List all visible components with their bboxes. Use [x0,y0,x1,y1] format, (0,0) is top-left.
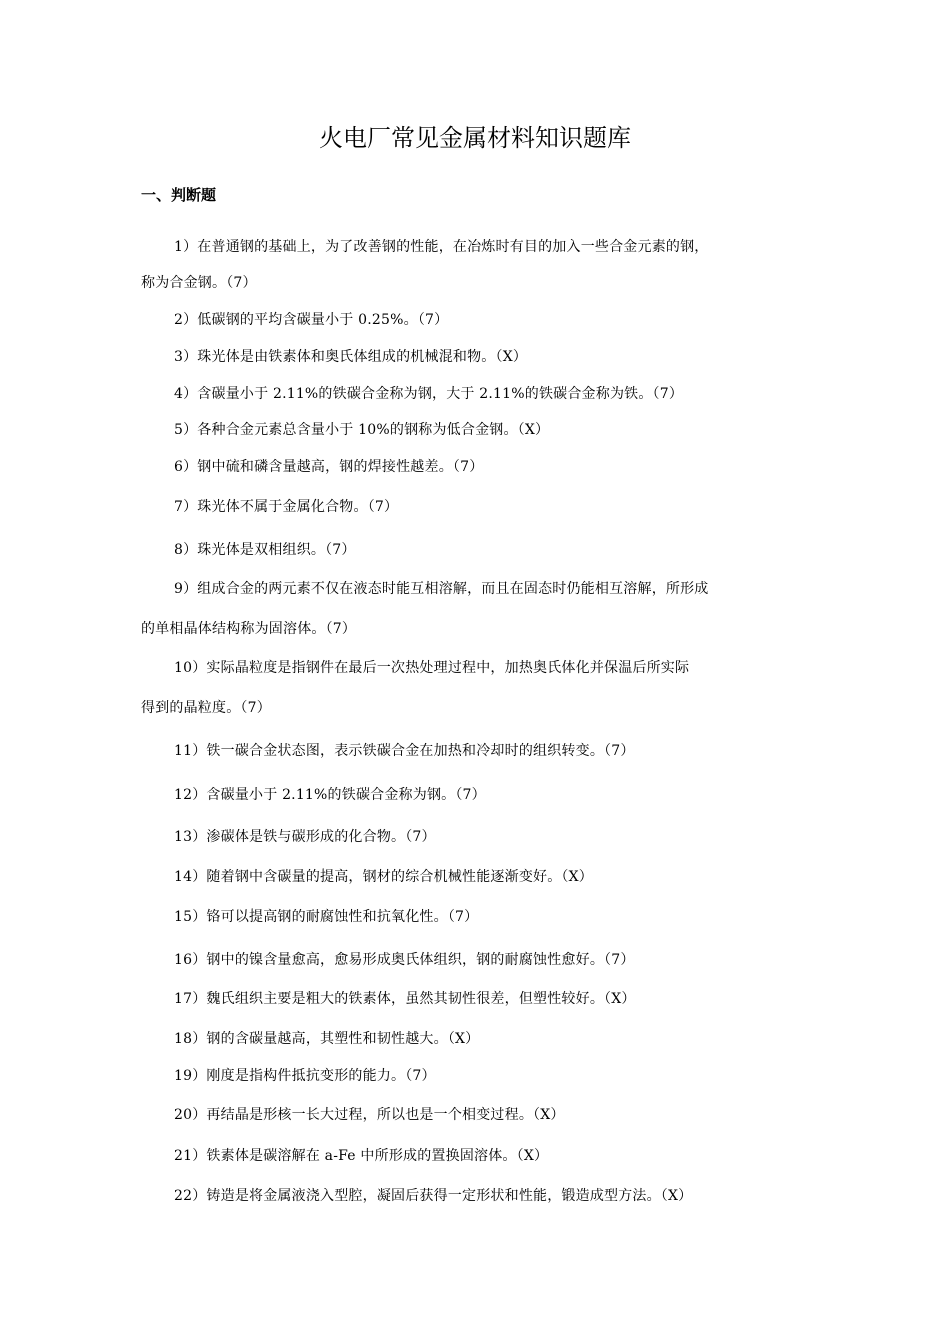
question-22: 22）铸造是将金属液浇入型腔，凝固后获得一定形状和性能，锻造成型方法。（X） [174,1188,693,1204]
question-19: 19）刚度是指构件抵抗变形的能力。（7） [174,1068,436,1084]
question-10-line-1: 10）实际晶粒度是指钢件在最后一次热处理过程中，加热奥氏体化并保温后所实际 [174,660,690,676]
question-9-line-1: 9）组成合金的两元素不仅在液态时能互相溶解，而且在固态时仍能相互溶解，所形成 [174,581,709,597]
question-14: 14）随着钢中含碳量的提高，钢材的综合机械性能逐渐变好。（X） [174,869,593,885]
question-6: 6）钢中硫和磷含量越高，钢的焊接性越差。（7） [174,459,484,475]
question-12: 12）含碳量小于 2.11%的铁碳合金称为钢。（7） [174,787,486,803]
question-8: 8）珠光体是双相组织。（7） [174,542,356,558]
question-18: 18）钢的含碳量越高，其塑性和韧性越大。（X） [174,1031,480,1047]
question-1-line-2: 称为合金钢。（7） [141,275,257,291]
question-13: 13）渗碳体是铁与碳形成的化合物。（7） [174,829,436,845]
section-heading: 一、判断题 [141,186,217,204]
document-title: 火电厂常见金属材料知识题库 [319,124,631,152]
question-2: 2）低碳钢的平均含碳量小于 0.25%。（7） [174,312,449,328]
question-9-line-2: 的单相晶体结构称为固溶体。（7） [141,621,357,637]
question-5: 5）各种合金元素总含量小于 10%的钢称为低合金钢。（X） [174,422,550,438]
question-16: 16）钢中的镍含量愈高，愈易形成奥氏体组织，钢的耐腐蚀性愈好。（7） [174,952,635,968]
question-1-line-1: 1）在普通钢的基础上，为了改善钢的性能，在冶炼时有目的加入一些合金元素的钢， [174,239,709,255]
question-10-line-2: 得到的晶粒度。（7） [141,700,271,716]
question-4: 4）含碳量小于 2.11%的铁碳合金称为钢，大于 2.11%的铁碳合金称为铁。（7） [174,386,684,402]
question-7: 7）珠光体不属于金属化合物。（7） [174,499,399,515]
question-11: 11）铁一碳合金状态图，表示铁碳合金在加热和冷却时的组织转变。（7） [174,743,635,759]
question-15: 15）铬可以提高钢的耐腐蚀性和抗氧化性。（7） [174,909,479,925]
question-21: 21）铁素体是碳溶解在 a-Fe 中所形成的置换固溶体。（X） [174,1148,549,1164]
question-3: 3）珠光体是由铁素体和奥氏体组成的机械混和物。（X） [174,349,528,365]
question-17: 17）魏氏组织主要是粗大的铁素体，虽然其韧性很差，但塑性较好。（X） [174,991,636,1007]
question-20: 20）再结晶是形核一长大过程，所以也是一个相变过程。（X） [174,1107,565,1123]
